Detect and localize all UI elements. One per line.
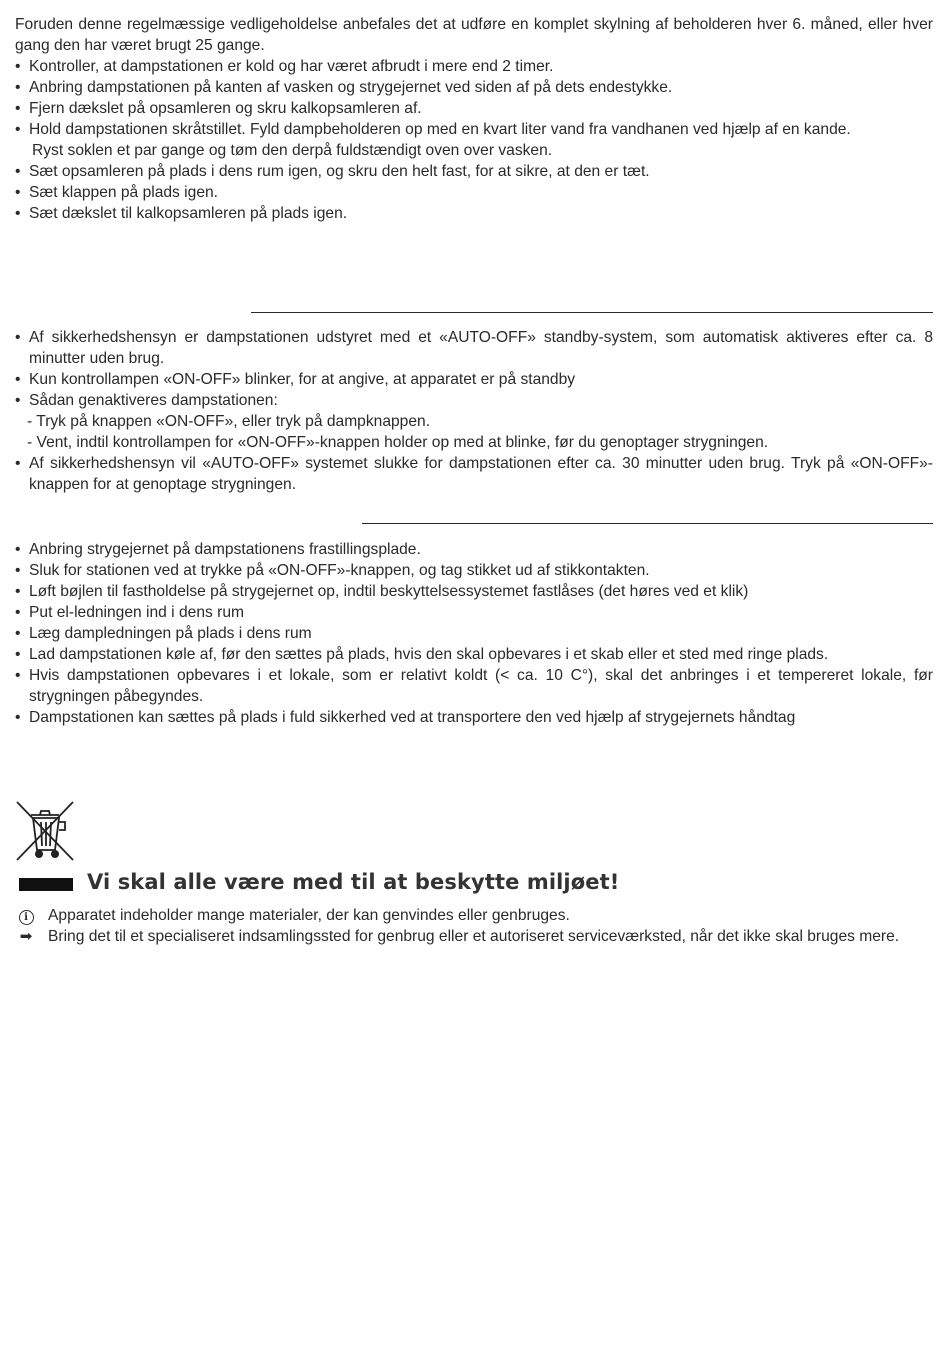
shake-note: Ryst soklen et par gange og tøm den derpå fuldstændigt oven over vasken. bbox=[32, 142, 553, 159]
auto-off-section bbox=[15, 327, 933, 495]
section-divider bbox=[15, 312, 933, 313]
list-item: • Hvis dampstationen opbevares i et lokale, som er relativt koldt (< ca. 10 C°), skal det anbringes i et tempereret lokale, før strygningen påbegyndes. bbox=[15, 665, 933, 707]
environment-list bbox=[15, 905, 933, 947]
list-item: • Hold dampstationen skråtstillet. Fyld dampbeholderen op med en kvart liter vand fra vandhanen ved hjælp af en kande. bbox=[15, 119, 933, 140]
recycle-text: Bring det til et specialiseret indsamlingssted for genbrug eller et autoriseret serviceværksted, når det ikke skal bruges mere. bbox=[48, 928, 900, 945]
info-icon: i bbox=[15, 905, 37, 926]
list-item: • Sådan genaktiveres dampstationen: bbox=[15, 390, 933, 411]
arrow-right-icon: ➡ bbox=[19, 928, 33, 945]
descaling-section bbox=[15, 14, 933, 224]
list-item: • Kontroller, at dampstationen er kold og har været afbrudt i mere end 2 timer. bbox=[15, 56, 933, 77]
auto-off-list bbox=[15, 327, 933, 411]
descaling-intro: Foruden denne regelmæssige vedligeholdelse anbefales det at udføre en komplet skylning af beholderen hver 6. måned, eller hver gang den har været brugt 25 gange. bbox=[15, 16, 933, 54]
list-item: • Anbring dampstationen på kanten af vasken og strygejernet ved siden af på dets endestykke. bbox=[15, 77, 933, 98]
descaling-steps bbox=[15, 56, 933, 140]
list-item: • Sluk for stationen ved at trykke på «ON-OFF»-knappen, og tag stikket ud af stikkontakten. bbox=[15, 560, 933, 581]
list-item: • Løft bøjlen til fastholdelse på strygejernet op, indtil beskyttelsessystemet fastlåses (det høres ved et klik) bbox=[15, 581, 933, 602]
list-item: • Dampstationen kan sættes på plads i fuld sikkerhed ved at transportere den ved hjælp af strygejernets håndtag bbox=[15, 707, 933, 728]
list-item: • Af sikkerhedshensyn vil «AUTO-OFF» systemet slukke for dampstationen efter ca. 30 minutter uden brug. Tryk på «ON-OFF»-knappen for at genoptage strygningen. bbox=[15, 453, 933, 495]
list-item: • Læg dampledningen på plads i dens rum bbox=[15, 623, 933, 644]
environment-title: Vi skal alle være med til at beskytte miljøet! bbox=[87, 870, 620, 894]
storage-list bbox=[15, 539, 933, 728]
list-item: • Kun kontrollampen «ON-OFF» blinker, for at angive, at apparatet er på standby bbox=[15, 369, 933, 390]
reactivate-step: - Tryk på knappen «ON-OFF», eller tryk på dampknappen. bbox=[27, 413, 431, 430]
list-item: • Put el-ledningen ind i dens rum bbox=[15, 602, 933, 623]
descaling-steps-continued bbox=[15, 161, 933, 224]
section-marker-bar bbox=[19, 878, 73, 891]
list-item bbox=[15, 926, 933, 947]
info-text: Apparatet indeholder mange materialer, der kan genvindes eller genbruges. bbox=[48, 907, 570, 924]
list-item: • Af sikkerhedshensyn er dampstationen udstyret med et «AUTO-OFF» standby-system, som automatisk aktiveres efter ca. 8 minutter uden brug. bbox=[15, 327, 933, 369]
list-item: • Fjern dækslet på opsamleren og skru kalkopsamleren af. bbox=[15, 98, 933, 119]
reactivate-step: - Vent, indtil kontrollampen for «ON-OFF»-knappen holder op med at blinke, før du genoptager strygningen. bbox=[27, 434, 769, 451]
list-item: • Anbring strygejernet på dampstationens frastillingsplade. bbox=[15, 539, 933, 560]
crossed-out-wheelie-bin-icon bbox=[15, 800, 75, 862]
list-item: • Sæt opsamleren på plads i dens rum igen, og skru den helt fast, for at sikre, at den er tæt. bbox=[15, 161, 933, 182]
section-divider bbox=[15, 523, 933, 524]
list-item: • Sæt klappen på plads igen. bbox=[15, 182, 933, 203]
auto-off-list-continued bbox=[15, 453, 933, 495]
list-item bbox=[15, 905, 933, 926]
manual-page bbox=[15, 14, 933, 728]
storage-section bbox=[15, 539, 933, 728]
list-item: • Sæt dækslet til kalkopsamleren på plads igen. bbox=[15, 203, 933, 224]
list-item: • Lad dampstationen køle af, før den sættes på plads, hvis den skal opbevares i et skab eller et sted med ringe plads. bbox=[15, 644, 933, 665]
